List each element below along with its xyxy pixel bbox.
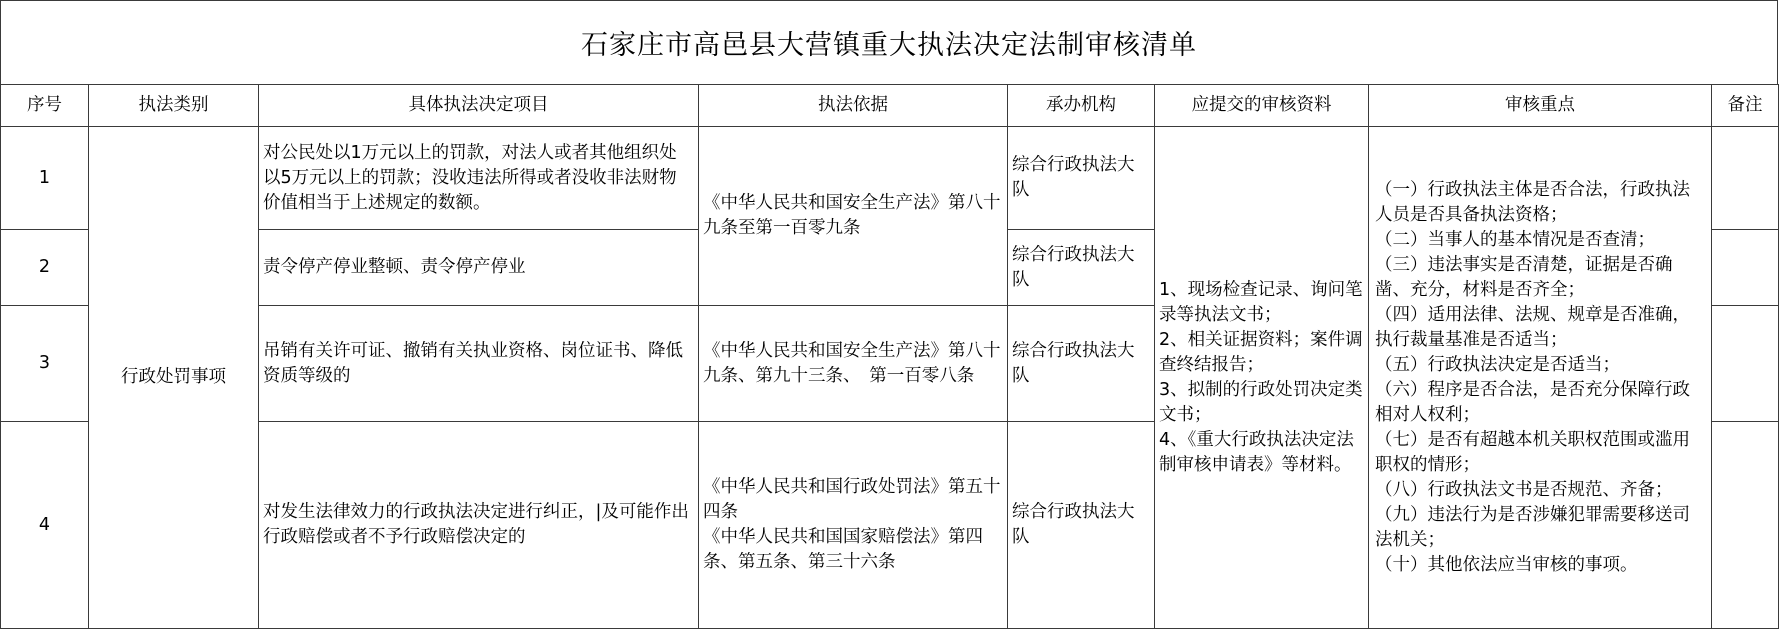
cell-category[interactable]: 行政处罚事项 — [89, 127, 259, 629]
cell-agency[interactable]: 综合行政执法大队 — [1008, 306, 1155, 422]
cell-agency[interactable]: 综合行政执法大队 — [1008, 422, 1155, 629]
cell-item[interactable]: 责令停产停业整顿、责令停产停业 — [259, 230, 699, 306]
cell-note[interactable] — [1712, 422, 1779, 629]
cell-no[interactable]: 2 — [1, 230, 89, 306]
header-cell-basis[interactable]: 执法依据 — [699, 85, 1008, 127]
cell-review-points[interactable]: （一）行政执法主体是否合法，行政执法人员是否具备执法资格； （二）当事人的基本情况是否查清； （三）违法事实是否清楚，证据是否确凿、充分，材料是否齐全； （四）适用法律、法规、规章是否准确，执行裁量基准是否适当； （五）行政执法决定是否适当； （六）程序是否合法，是否充分保障行政相对人权利； （七）是否有超越本机关职权范围或滥用职权的情形； （八）行政执法文书是否规范、齐备； （九）违法行为是否涉嫌犯罪需要移送司法机关； （十）其他依法应当审核的事项。 — [1369, 127, 1712, 629]
cell-agency[interactable]: 综合行政执法大队 — [1008, 127, 1155, 230]
sheet-title: 石家庄市高邑县大营镇重大执法决定法制审核清单 — [0, 0, 1778, 84]
cell-no[interactable]: 3 — [1, 306, 89, 422]
header-cell-no[interactable]: 序号 — [1, 85, 89, 127]
cell-note[interactable] — [1712, 230, 1779, 306]
cell-item[interactable]: 对发生法律效力的行政执法决定进行纠正，|及可能作出行政赔偿或者不予行政赔偿决定的 — [259, 422, 699, 629]
review-list-table — [0, 84, 1779, 629]
cell-note[interactable] — [1712, 306, 1779, 422]
cell-basis[interactable]: 《中华人民共和国安全生产法》第八十九条、第九十三条、 第一百零八条 — [699, 306, 1008, 422]
cell-no[interactable]: 4 — [1, 422, 89, 629]
cell-basis[interactable]: 《中华人民共和国行政处罚法》第五十四条 《中华人民共和国国家赔偿法》第四条、第五条、第三十六条 — [699, 422, 1008, 629]
cell-agency[interactable]: 综合行政执法大队 — [1008, 230, 1155, 306]
cell-note[interactable] — [1712, 127, 1779, 230]
table-row — [1, 127, 1779, 230]
header-cell-agency[interactable]: 承办机构 — [1008, 85, 1155, 127]
header-cell-category[interactable]: 执法类别 — [89, 85, 259, 127]
cell-materials[interactable]: 1、现场检查记录、询问笔录等执法文书； 2、相关证据资料；案件调查终结报告； 3、拟制的行政处罚决定类文书； 4、《重大行政执法决定法制审核申请表》等材料。 — [1155, 127, 1369, 629]
header-cell-review-points[interactable]: 审核重点 — [1369, 85, 1712, 127]
header-cell-materials[interactable]: 应提交的审核资料 — [1155, 85, 1369, 127]
cell-item[interactable]: 对公民处以1万元以上的罚款，对法人或者其他组织处以5万元以上的罚款；没收违法所得或者没收非法财物价值相当于上述规定的数额。 — [259, 127, 699, 230]
header-row — [1, 85, 1779, 127]
cell-basis[interactable]: 《中华人民共和国安全生产法》第八十九条至第一百零九条 — [699, 127, 1008, 306]
header-cell-item[interactable]: 具体执法决定项目 — [259, 85, 699, 127]
cell-item[interactable]: 吊销有关许可证、撤销有关执业资格、岗位证书、降低资质等级的 — [259, 306, 699, 422]
cell-no[interactable]: 1 — [1, 127, 89, 230]
header-cell-note[interactable]: 备注 — [1712, 85, 1779, 127]
